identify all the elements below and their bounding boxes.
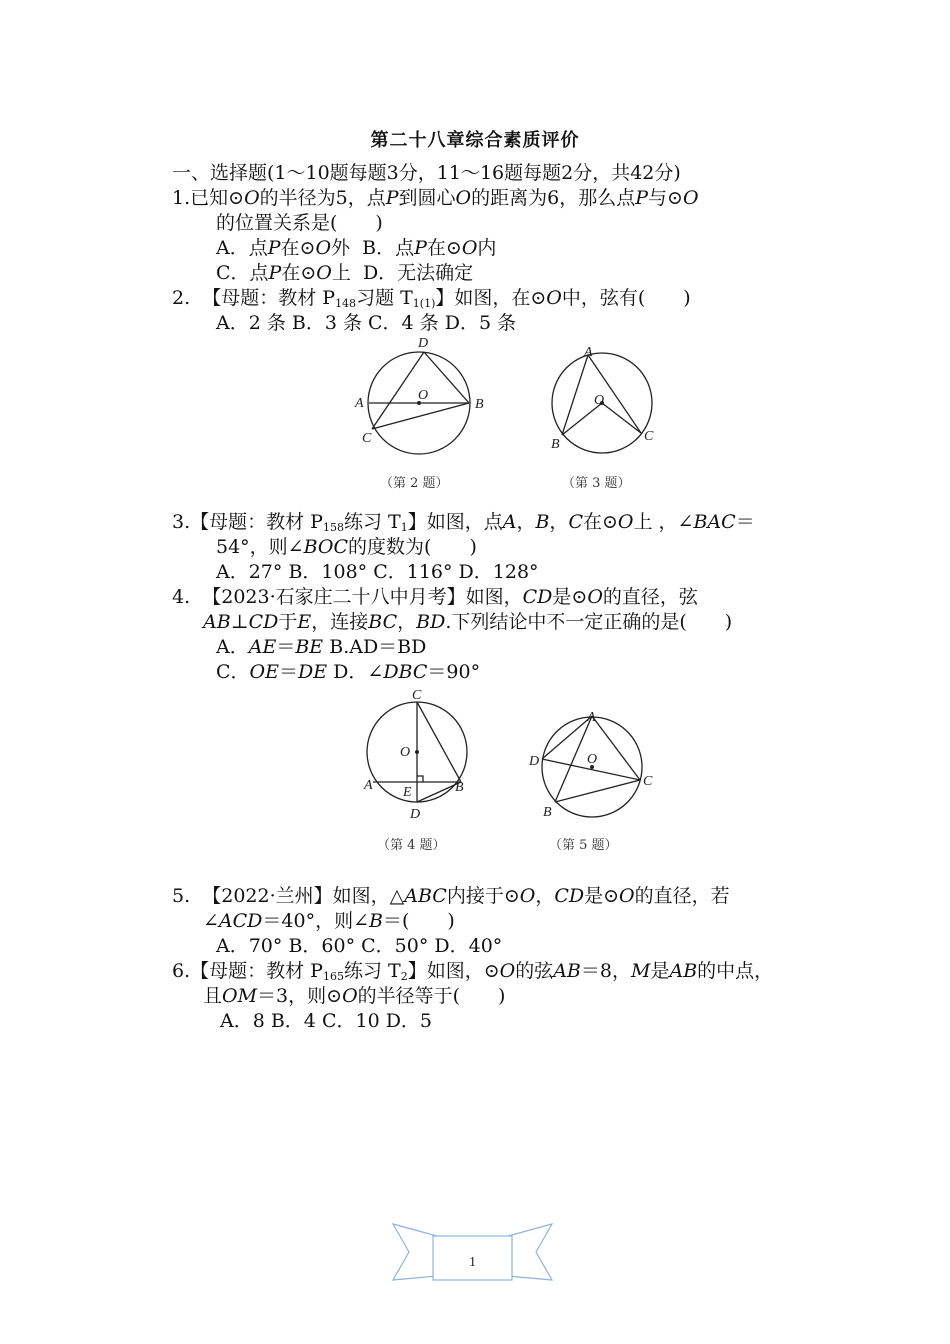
fig4-label-c: C <box>412 688 422 703</box>
question-1-options-ab: A．点P在⊙O外 B．点P在⊙O内 <box>216 237 497 259</box>
fig5-label-b: B <box>543 805 552 820</box>
fig3-label-c: C <box>644 429 654 444</box>
figure-5-caption: （第 5 题） <box>549 838 618 853</box>
fig5-label-d: D <box>529 754 540 769</box>
question-1-stem: 1.已知⊙O的半径为5，点P到圆心O的距离为6，那么点P与⊙O <box>172 187 699 209</box>
fig4-label-d: D <box>410 807 421 822</box>
question-4-stem: 4. 【2023·石家庄二十八中月考】如图，CD是⊙O的直径，弦 <box>172 586 698 608</box>
question-5-stem-cont: ∠ACD＝40°，则∠B＝( ) <box>203 910 455 932</box>
question-3-stem-cont: 54°，则∠BOC的度数为( ) <box>216 536 477 558</box>
question-2-options: A．2 条 B．3 条 C．4 条 D．5 条 <box>216 312 517 334</box>
fig2-label-o: O <box>418 388 429 403</box>
fig4-label-b: B <box>455 780 464 795</box>
fig3-label-o: O <box>594 393 605 408</box>
question-6-options: A．8 B．4 C．10 D．5 <box>220 1010 433 1032</box>
fig3-label-a: A <box>584 345 593 360</box>
fig2-label-b: B <box>475 397 484 412</box>
figure-4-caption: （第 4 题） <box>377 838 446 853</box>
figure-2-3 <box>340 332 680 497</box>
question-6-stem-cont: 且OM＝3，则⊙O的半径等于( ) <box>203 985 506 1007</box>
figure-4-5 <box>355 685 675 860</box>
fig4-label-o: O <box>400 745 411 760</box>
question-3-options: A．27° B．108° C．116° D．128° <box>216 561 539 583</box>
figure-2-caption: （第 2 题） <box>380 476 449 491</box>
page-number-ribbon <box>385 1218 560 1288</box>
figure-3-caption: （第 3 题） <box>562 476 631 491</box>
fig5-label-c: C <box>643 774 653 789</box>
question-5-stem: 5. 【2022·兰州】如图，△ABC内接于⊙O，CD是⊙O的直径，若 <box>172 885 730 907</box>
page-number: 1 <box>469 1255 476 1270</box>
chapter-title: 第二十八章综合素质评价 <box>370 130 580 151</box>
fig2-label-a: A <box>355 396 364 411</box>
fig3-label-b: B <box>551 437 560 452</box>
question-2-stem: 2. 【母题：教材 $P_{148}$习题 $T_{1(1)}$】如图，在⊙O中，弦有( ) <box>172 287 691 310</box>
fig4-label-a: A <box>364 778 373 793</box>
question-3-stem: 3.【母题：教材 $P_{158}$练习 $T_1$】如图，点A，B，C在⊙O上 ，∠BAC＝ <box>172 511 755 534</box>
question-1-stem-cont: 的位置关系是( ) <box>216 212 383 234</box>
question-1-options-cd: C．点P在⊙O上 D．无法确定 <box>216 262 474 284</box>
question-5-options: A．70° B．60° C．50° D．40° <box>216 935 503 957</box>
fig2-label-c: C <box>362 431 372 446</box>
section-heading: 一、选择题(1～10题每题3分，11～16题每题2分，共42分) <box>172 162 681 184</box>
question-4-stem-cont: AB⊥CD于E，连接BC，BD.下列结论中不一定正确的是( ) <box>203 611 733 633</box>
fig5-label-o: O <box>587 752 598 767</box>
fig2-label-d: D <box>418 336 429 351</box>
fig4-label-e: E <box>403 785 412 800</box>
fig5-label-a: A <box>587 710 596 725</box>
question-4-options-cd: C．OE＝DE D．∠DBC＝90° <box>216 661 481 683</box>
question-6-stem: 6.【母题：教材 $P_{165}$练习 $T_2$】如图，⊙O的弦AB＝8，M是AB的中点， <box>172 960 774 983</box>
question-4-options-ab: A．AE＝BE B.AD＝BD <box>216 636 427 658</box>
